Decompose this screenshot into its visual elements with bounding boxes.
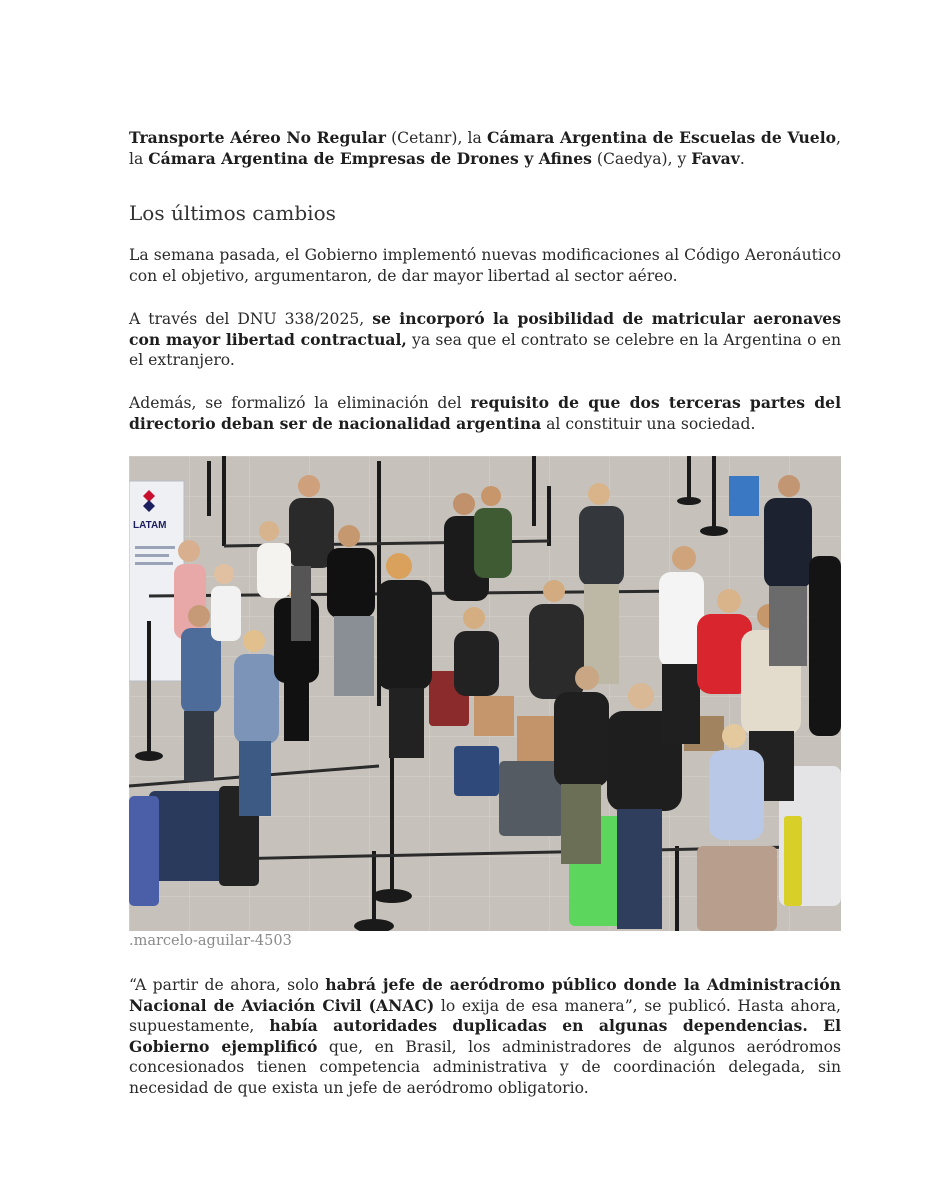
bold-text: había autoridades duplicadas en algunas dependencias. El Gobierno ejemplificó xyxy=(129,1016,841,1056)
bold-text: habrá jefe de aeródromo público donde la Administración Nacional de Aviación Civil (ANAC) xyxy=(129,975,841,1015)
paragraph-aerodromo xyxy=(129,975,841,1098)
bold-text: requisito de que dos terceras partes del directorio deban ser de nacionalidad argentina xyxy=(129,393,842,433)
paragraph-last-week: La semana pasada, el Gobierno implementó nuevas modificaciones al Código Aeronáutico con el objetivo, argumentaron, de dar mayor libertad al sector aéreo. xyxy=(129,246,841,285)
text-run: lo exija de esa manera”, se publicó. Hasta ahora, supuestamente, xyxy=(129,996,841,1035)
latam-sign-text: LATAM xyxy=(133,520,167,531)
photo-caption: .marcelo-aguilar-4503 xyxy=(129,933,292,949)
text-run: . xyxy=(739,149,745,168)
text-run: , la xyxy=(129,129,841,168)
paragraph-dnu xyxy=(129,309,841,371)
text-run: al constituir una sociedad. xyxy=(541,414,756,433)
bold-text: Transporte Aéreo No Regular xyxy=(129,128,386,147)
paragraph-nationality xyxy=(129,393,841,434)
bold-text: Favav xyxy=(691,148,740,168)
text-run: que, en Brasil, los administradores de algunos aeródromos concesionados tienen competencia administrativa y de coordinación delegada, sin necesidad de que exista un jefe de aeródromo obligatorio. xyxy=(129,1037,842,1097)
text-run: “A partir de ahora, solo xyxy=(129,976,326,994)
bold-text: Cámara Argentina de Escuelas de Vuelo xyxy=(486,128,837,147)
text-run: Además, se formalizó la eliminación del xyxy=(129,394,471,412)
text-run: ya sea que el contrato se celebre en la Argentina o en el extranjero. xyxy=(129,330,841,369)
bold-text: Cámara Argentina de Empresas de Drones y Afines xyxy=(148,148,592,168)
bold-text: se incorporó la posibilidad de matricular aeronaves con mayor libertad contractual, xyxy=(129,309,841,349)
text-run: (Caedya), y xyxy=(591,149,692,168)
section-heading: Los últimos cambios xyxy=(129,201,336,225)
paragraph-organizations xyxy=(129,128,841,169)
airport-checkin-photo xyxy=(129,456,841,931)
text-run: A través del DNU 338/2025, xyxy=(129,310,373,328)
text-run: (Cetanr), la xyxy=(385,129,487,147)
